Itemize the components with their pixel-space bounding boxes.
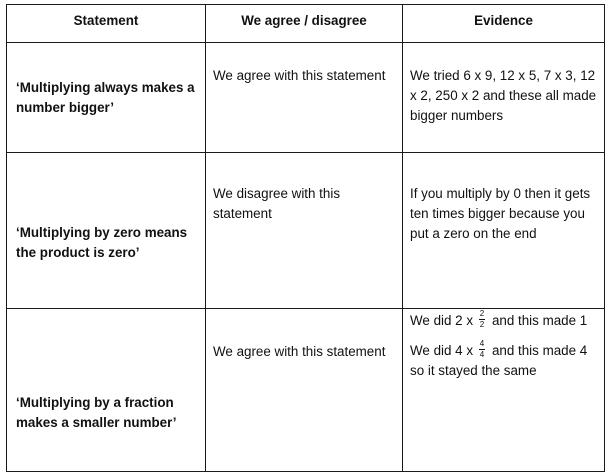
fraction bbox=[479, 340, 485, 359]
table-row bbox=[7, 309, 605, 472]
statement-cell: ‘Multiplying always makes a number bigger’ bbox=[7, 43, 206, 153]
verdict-cell: We agree with this statement bbox=[206, 309, 403, 472]
verdict-cell: We agree with this statement bbox=[206, 43, 403, 153]
fraction-denominator: 2 bbox=[479, 319, 485, 329]
verdict-cell: We disagree with this statement bbox=[206, 153, 403, 309]
table-header-row bbox=[7, 5, 605, 43]
statement-cell: ‘Multiplying by zero means the product is zero’ bbox=[7, 153, 206, 309]
header-evidence: Evidence bbox=[403, 5, 605, 43]
evidence-text: and this made 4 so it stayed the same bbox=[410, 343, 588, 378]
evidence-text: and this made 1 bbox=[491, 313, 588, 328]
evidence-text: We did 4 x bbox=[410, 343, 474, 358]
fraction-denominator: 4 bbox=[479, 349, 485, 359]
statement-evidence-table bbox=[6, 4, 605, 472]
fraction-numerator: 2 bbox=[479, 308, 485, 318]
evidence-line-1 bbox=[410, 308, 598, 331]
fraction bbox=[479, 310, 485, 329]
evidence-cell: If you multiply by 0 then it gets ten times bigger because you put a zero on the end bbox=[403, 153, 605, 309]
table-row bbox=[7, 43, 605, 153]
evidence-cell: We tried 6 x 9, 12 x 5, 7 x 3, 12 x 2, 250 x 2 and these all made bigger numbers bbox=[403, 43, 605, 153]
statement-cell: ‘Multiplying by a fraction makes a smaller number’ bbox=[7, 309, 206, 472]
evidence-cell bbox=[403, 309, 605, 472]
fraction-numerator: 4 bbox=[479, 338, 485, 348]
table-row bbox=[7, 153, 605, 309]
evidence-line-2 bbox=[410, 338, 598, 381]
evidence-text: We did 2 x bbox=[410, 313, 474, 328]
header-agree-disagree: We agree / disagree bbox=[206, 5, 403, 43]
header-statement: Statement bbox=[7, 5, 206, 43]
